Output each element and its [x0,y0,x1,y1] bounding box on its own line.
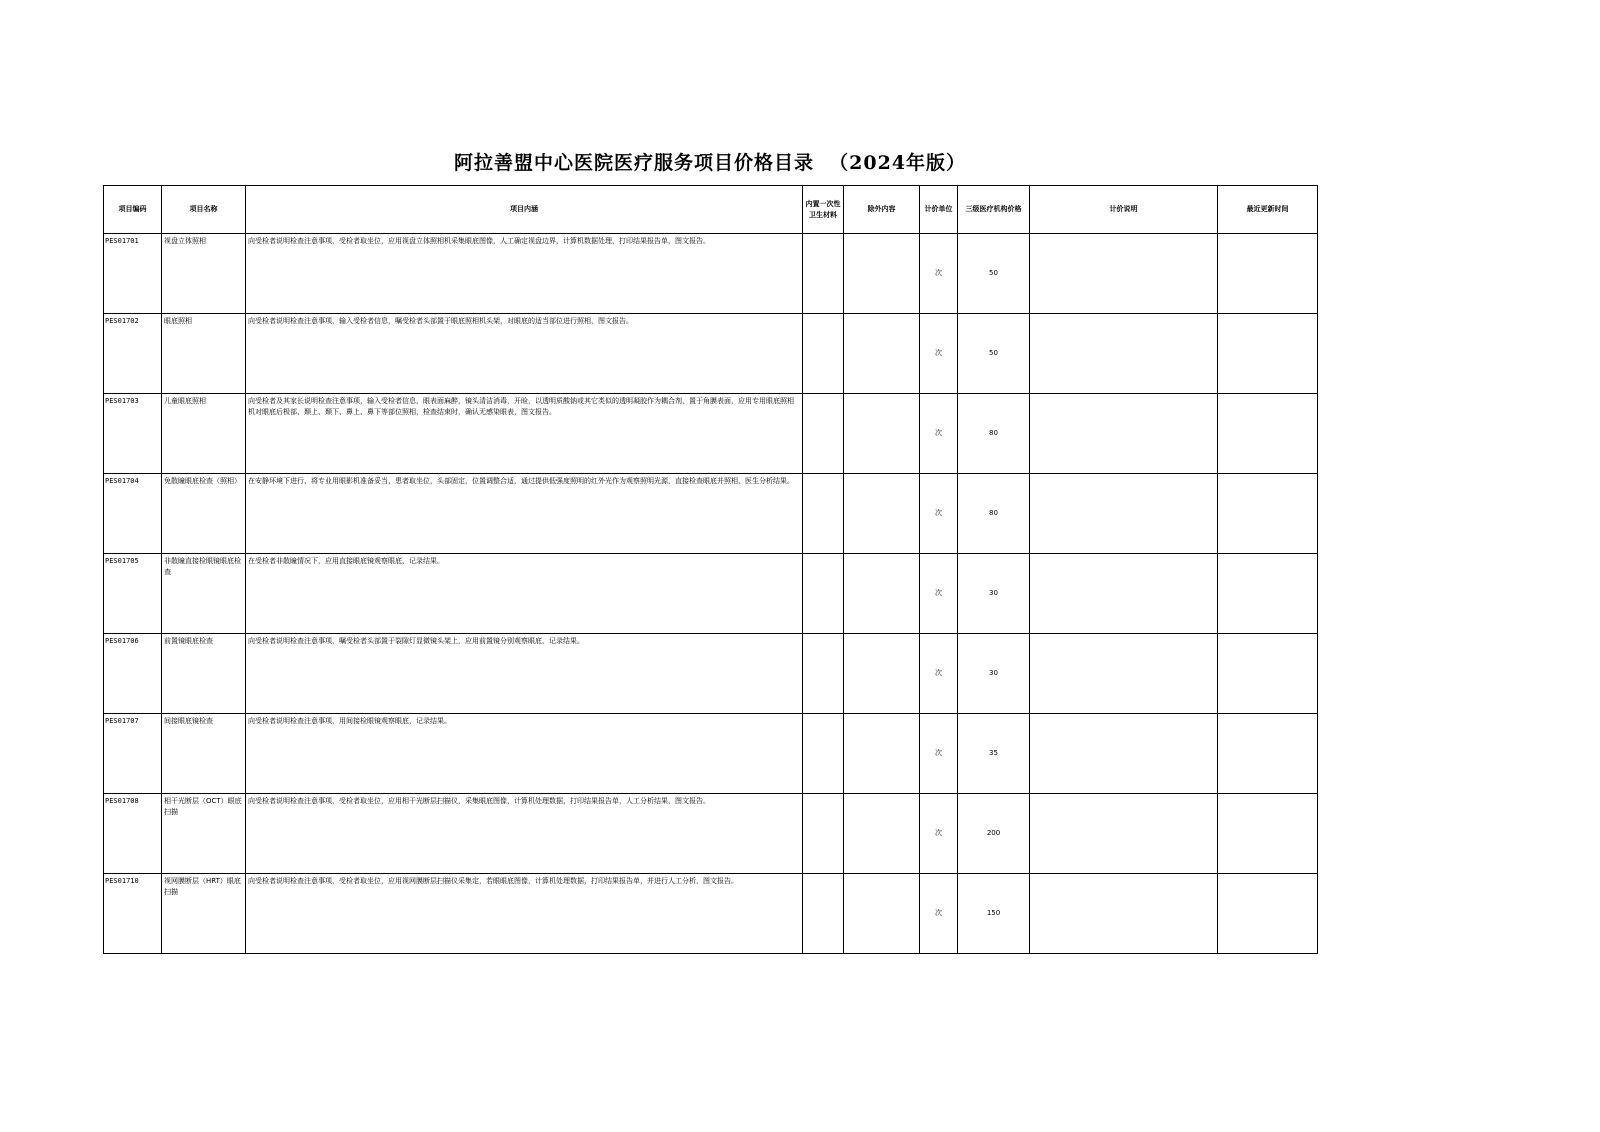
cell-unit: 次 [920,234,958,314]
cell-note [1030,634,1218,714]
table-row [104,874,1318,954]
cell-code: PES01704 [104,474,162,554]
table-row [104,234,1318,314]
cell-content: 在安静环境下进行，将专业用眼影机准备妥当，患者取坐位，头部固定，位置调整合适，通过提供低强度照明的红外光作为观察照明光源，直接检查眼底并照相，医生分析结果。 [246,474,803,554]
header-updated: 最近更新时间 [1218,186,1318,234]
table-row [104,314,1318,394]
table-row [104,474,1318,554]
cell-note [1030,794,1218,874]
cell-exclusions [844,234,920,314]
cell-name: 儿童眼底照相 [162,394,246,474]
cell-exclusions [844,554,920,634]
cell-exclusions [844,394,920,474]
cell-price: 150 [958,874,1030,954]
cell-materials [803,714,844,794]
cell-unit: 次 [920,474,958,554]
header-note: 计价说明 [1030,186,1218,234]
cell-price: 50 [958,234,1030,314]
cell-content: 向受检者及其家长说明检查注意事项，输入受检者信息，眼表面麻醉，镜头清洁消毒，开睑，以透明质酸钠或其它类似的透明凝胶作为耦合剂，置于角膜表面，应用专用眼底照相机对眼底后极部、颞上、颞下、鼻上、鼻下等部位照相，检查结束时，确认无感染眼表，图文报告。 [246,394,803,474]
header-unit: 计价单位 [920,186,958,234]
table-row [104,634,1318,714]
cell-materials [803,794,844,874]
cell-name: 前置镜眼底检查 [162,634,246,714]
cell-materials [803,394,844,474]
cell-unit: 次 [920,714,958,794]
cell-exclusions [844,874,920,954]
cell-updated [1218,234,1318,314]
cell-note [1030,314,1218,394]
cell-price: 35 [958,714,1030,794]
cell-note [1030,394,1218,474]
cell-exclusions [844,314,920,394]
cell-exclusions [844,714,920,794]
table-row [104,554,1318,634]
table-row [104,394,1318,474]
cell-materials [803,234,844,314]
cell-price: 30 [958,554,1030,634]
cell-unit: 次 [920,874,958,954]
cell-unit: 次 [920,794,958,874]
table-row [104,714,1318,794]
cell-content: 向受检者说明检查注意事项，嘱受检者头部置于裂隙灯显微镜头架上，应用前置镜分别观察眼底，记录结果。 [246,634,803,714]
cell-name: 眼底照相 [162,314,246,394]
cell-materials [803,874,844,954]
cell-materials [803,634,844,714]
header-materials: 内置一次性卫生材料 [803,186,844,234]
cell-unit: 次 [920,634,958,714]
cell-updated [1218,794,1318,874]
price-catalog-table [103,185,1318,954]
cell-name: 视盘立体照相 [162,234,246,314]
cell-content: 向受检者说明检查注意事项，输入受检者信息，嘱受检者头部置于眼底照相机头架，对眼底的适当部位进行照相，图文报告。 [246,314,803,394]
cell-price: 30 [958,634,1030,714]
cell-code: PES01710 [104,874,162,954]
cell-updated [1218,394,1318,474]
cell-materials [803,314,844,394]
cell-price: 80 [958,474,1030,554]
cell-note [1030,234,1218,314]
cell-exclusions [844,634,920,714]
cell-materials [803,474,844,554]
cell-note [1030,474,1218,554]
cell-exclusions [844,474,920,554]
cell-price: 50 [958,314,1030,394]
page-title: 阿拉善盟中心医院医疗服务项目价格目录 （2024年版） [453,152,967,174]
header-price: 三级医疗机构价格 [958,186,1030,234]
cell-name: 相干光断层（OCT）眼底扫描 [162,794,246,874]
cell-content: 向受检者说明检查注意事项，受检者取坐位，应用视盘立体照相机采集眼底图像，人工确定视盘边界，计算机数据处理，打印结果报告单，图文报告。 [246,234,803,314]
cell-name: 免散瞳眼底检查（照相） [162,474,246,554]
cell-name: 视网膜断层（HRT）眼底扫描 [162,874,246,954]
header-name: 项目名称 [162,186,246,234]
cell-code: PES01707 [104,714,162,794]
table-header-row [104,186,1318,234]
cell-code: PES01705 [104,554,162,634]
header-code: 项目编码 [104,186,162,234]
cell-code: PES01701 [104,234,162,314]
cell-code: PES01708 [104,794,162,874]
cell-content: 向受检者说明检查注意事项，用间接检眼镜观察眼底，记录结果。 [246,714,803,794]
cell-note [1030,714,1218,794]
table-row [104,794,1318,874]
cell-materials [803,554,844,634]
cell-code: PES01706 [104,634,162,714]
cell-updated [1218,714,1318,794]
cell-unit: 次 [920,394,958,474]
cell-unit: 次 [920,314,958,394]
cell-content: 向受检者说明检查注意事项，受检者取坐位，应用视网膜断层扫描仪采集定，若眼眼底图像，计算机处理数据，打印结果报告单，并进行人工分析，图文报告。 [246,874,803,954]
cell-content: 在受检者非散瞳情况下，应用直接眼底镜观察眼底，记录结果。 [246,554,803,634]
header-exclusions: 除外内容 [844,186,920,234]
cell-updated [1218,634,1318,714]
cell-unit: 次 [920,554,958,634]
header-content: 项目内涵 [246,186,803,234]
cell-name: 间接眼底镜检查 [162,714,246,794]
cell-content: 向受检者说明检查注意事项，受检者取坐位，应用相干光断层扫描仪，采集眼底图像，计算机处理数据，打印结果报告单，人工分析结果，图文报告。 [246,794,803,874]
cell-code: PES01702 [104,314,162,394]
cell-note [1030,554,1218,634]
cell-name: 非散瞳直接检眼镜眼底检查 [162,554,246,634]
cell-updated [1218,474,1318,554]
cell-exclusions [844,794,920,874]
cell-price: 200 [958,794,1030,874]
cell-updated [1218,314,1318,394]
cell-updated [1218,874,1318,954]
cell-note [1030,874,1218,954]
cell-code: PES01703 [104,394,162,474]
cell-updated [1218,554,1318,634]
cell-price: 80 [958,394,1030,474]
